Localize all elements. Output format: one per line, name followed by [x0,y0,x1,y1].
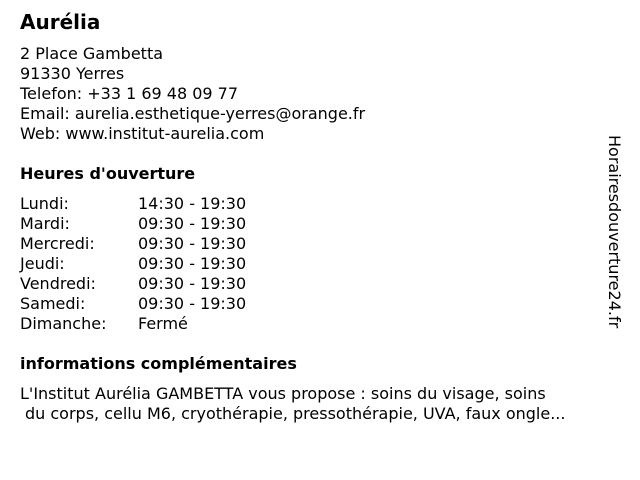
time-range: Fermé [138,314,188,333]
day-label: Jeudi: [20,254,65,273]
day-label: Lundi: [20,194,69,213]
day-label: Mercredi: [20,234,95,253]
business-name: Aurélia [20,10,101,34]
time-range: 09:30 - 19:30 [138,214,247,233]
email-address[interactable]: Email: aurelia.esthetique-yerres@orange.fr [20,104,366,123]
time-range: 14:30 - 19:30 [138,194,247,213]
time-range: 09:30 - 19:30 [138,254,247,273]
info-description [20,384,565,424]
day-label: Vendredi: [20,274,96,293]
site-brand-vertical[interactable]: Horairesdouverture24.fr [605,135,624,329]
street-address: 2 Place Gambetta [20,44,164,63]
info-heading: informations complémentaires [20,354,297,373]
time-range: 09:30 - 19:30 [138,274,247,293]
info-line-2: du corps, cellu M6, cryothérapie, pressothérapie, UVA, faux ongle... [25,404,566,423]
day-label: Samedi: [20,294,86,313]
website-link[interactable]: Web: www.institut-aurelia.com [20,124,265,143]
info-line-1: L'Institut Aurélia GAMBETTA vous propose : soins du visage, soins [20,384,546,403]
time-range: 09:30 - 19:30 [138,234,247,253]
hours-heading: Heures d'ouverture [20,164,196,183]
day-label: Mardi: [20,214,70,233]
time-range: 09:30 - 19:30 [138,294,247,313]
contact-block [20,44,365,144]
phone-number[interactable]: Telefon: +33 1 69 48 09 77 [20,84,239,103]
day-label: Dimanche: [20,314,107,333]
city-address: 91330 Yerres [20,64,125,83]
